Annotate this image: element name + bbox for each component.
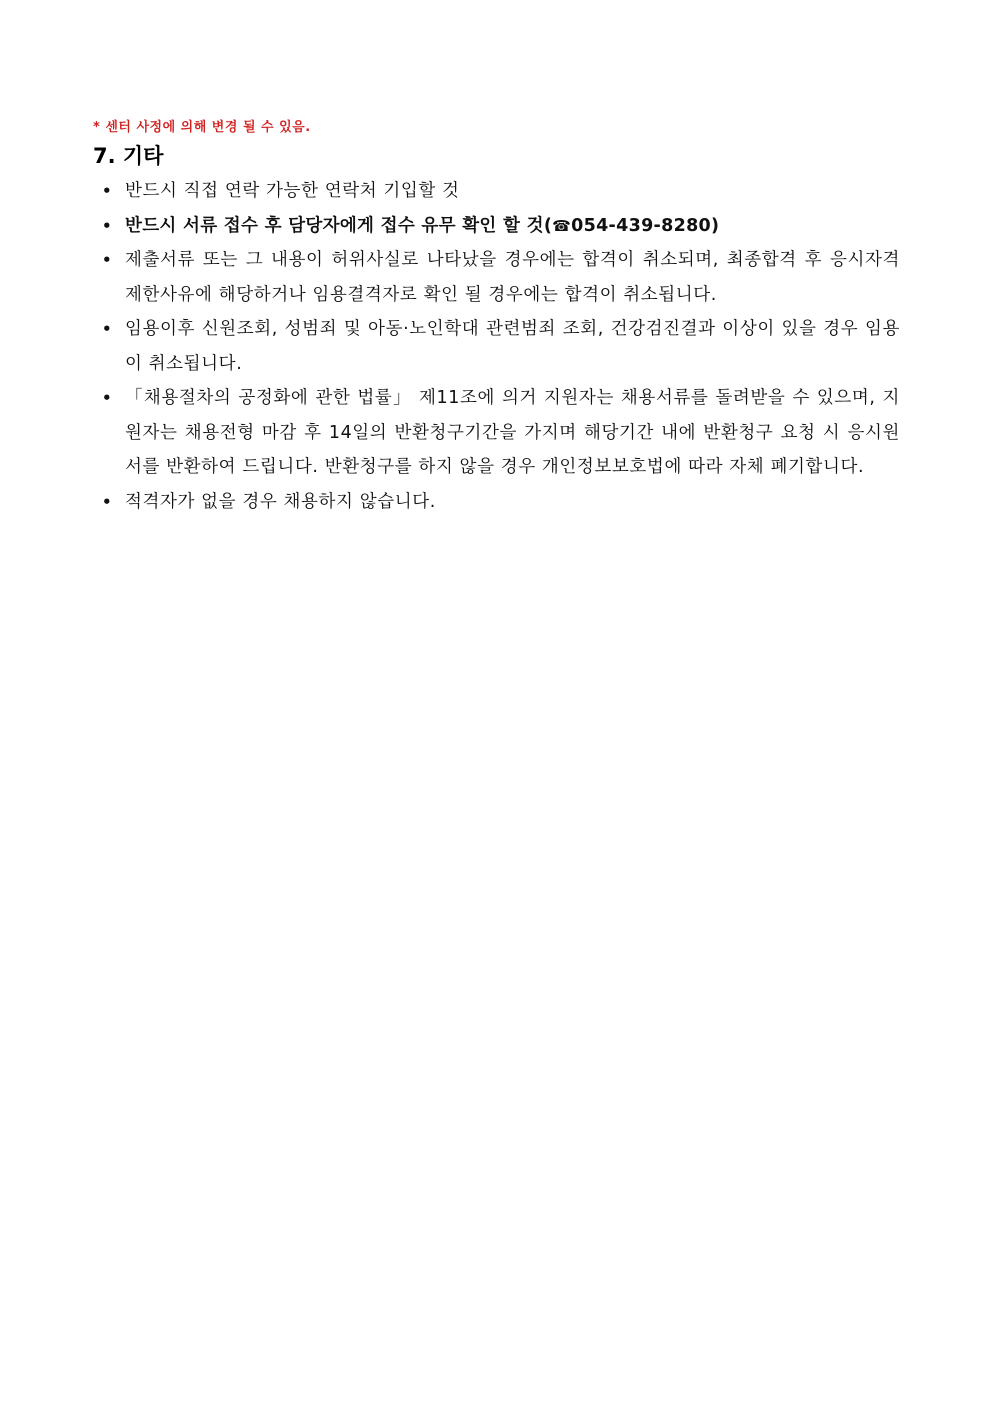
section-heading: 7. 기타	[93, 144, 164, 168]
list-item	[100, 243, 900, 312]
phone-icon: ☎	[552, 216, 572, 235]
list-item	[100, 381, 900, 485]
list-item-text: 반드시 직접 연락 가능한 연락처 기입할 것	[125, 181, 460, 201]
list-item-text: 적격자가 없을 경우 채용하지 않습니다.	[125, 491, 436, 512]
list-item-text: 제출서류 또는 그 내용이 허위사실로 나타났을 경우에는 합격이 취소되며, 최종합격 후 응시자격 제한사유에 해당하거나 임용결격자로 확인 될 경우에는 합격이 취소됩니다.	[125, 250, 900, 305]
list-item	[100, 209, 900, 244]
bullet-icon: •	[102, 251, 113, 269]
phone-number: 054-439-8280	[571, 215, 712, 236]
bullet-icon: •	[102, 320, 113, 338]
notice-text: * 센터 사정에 의해 변경 될 수 있음.	[93, 120, 311, 135]
list-item-text: 임용이후 신원조회, 성범죄 및 아동·노인학대 관련범죄 조회, 건강검진결과 이상이 있을 경우 임용이 취소됩니다.	[125, 319, 900, 374]
bullet-icon: •	[102, 216, 112, 235]
list-item	[100, 312, 900, 381]
list-item-text: 「채용절차의 공정화에 관한 법률」 제11조에 의거 지원자는 채용서류를 돌려받을 수 있으며, 지원자는 채용전형 마감 후 14일의 반환청구기간을 가지며 해당기간 내에 반환청구 요청 시 응시원서를 반환하여 드립니다. 반환청구를 하지 않을 경우 개인정보보호법에 따라 자체 폐기합니다.	[125, 388, 900, 477]
bullet-icon: •	[102, 389, 113, 407]
section-list	[100, 174, 900, 519]
close-paren: )	[711, 215, 720, 236]
list-item	[100, 485, 900, 520]
bullet-icon: •	[102, 182, 113, 200]
list-item	[100, 174, 900, 209]
list-item-text: 반드시 서류 접수 후 담당자에게 접수 유무 확인 할 것(	[125, 215, 553, 236]
bullet-icon: •	[102, 492, 113, 511]
